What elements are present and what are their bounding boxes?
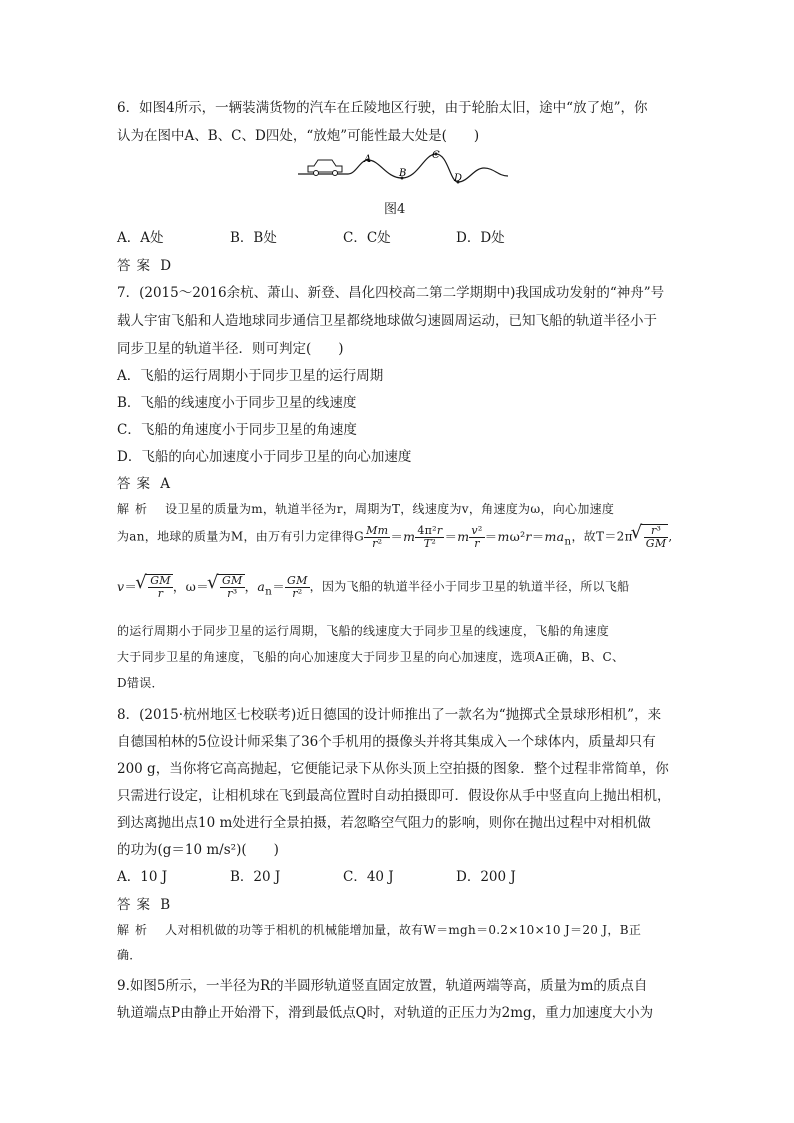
explain-text: 设卫星的质量为m，轨道半径为r，周期为T，线速度为v，角速度为ω，向心加速度: [165, 502, 615, 516]
label-d: D: [454, 173, 463, 184]
q7-explain-4: 的运行周期小于同步卫星的运行周期，飞船的线速度大于同步卫星的线速度，飞船的角速度: [117, 624, 610, 638]
answer-value: A: [160, 476, 171, 492]
period-root: √ $\frac{\text{r³}}{GM}$: [641, 524, 669, 550]
q9-line-2: 轨道端点P由静止开始滑下，滑到最低点Q时，对轨道的正压力为2mg，重力加速度大小为: [117, 1005, 654, 1021]
q6-option-a: A．A处: [117, 230, 164, 246]
q7-explain-5: 大于同步卫星的角速度，飞船的向心加速度大于同步卫星的向心加速度，选项A正确，B、C、: [117, 650, 625, 664]
q8-explain-2: 确．: [117, 948, 142, 962]
q7-explain-1: [117, 500, 614, 517]
answer-label: 答案: [117, 258, 156, 274]
q8-explain-1: [117, 921, 641, 938]
q7-answer: [117, 472, 170, 492]
q9-line-1: 9.如图5所示，一半径为R的半圆形轨道竖直固定放置，轨道两端等高，质量为m的质点自: [117, 978, 648, 994]
q7-line-1: 7．(2015～2016余杭、萧山、新登、昌化四校高二第二学期期中)我国成功发射的“神舟”号: [117, 285, 665, 301]
q8-line-5: 到达离抛出点10 m处进行全景拍摄，若忽略空气阻力的影响，则你在抛出过程中对相机做: [117, 815, 651, 831]
label-a: A: [364, 154, 372, 165]
answer-label: 答案: [117, 476, 156, 492]
figure-caption: 图4: [384, 202, 406, 217]
q6-option-d: D．D处: [456, 230, 505, 246]
q8-option-d: D．200 J: [456, 869, 516, 885]
explain-label: 解析: [117, 923, 154, 937]
q8-option-b: B．20 J: [230, 869, 281, 885]
q8-line-4: 只需进行设定，让相机球在飞到最高位置时自动拍摄即可．假设你从手中竖直向上抛出相机，: [117, 788, 671, 804]
label-b: B: [399, 168, 407, 179]
answer-value: D: [160, 258, 172, 274]
explain-text: 为an，地球的质量为M，由万有引力定律得G: [117, 529, 365, 544]
label-c: C: [432, 150, 440, 161]
q7-line-2: 载人宇宙飞船和人造地球同步通信卫星都绕地球做匀速圆周运动，已知飞船的轨道半径小于: [117, 313, 657, 329]
car-icon: [308, 160, 342, 176]
q8-answer: [117, 893, 170, 913]
q7-explain-2: 为an，地球的质量为M，由万有引力定律得G $\frac{Mm}{\text{r²}}$ ＝m $\frac{\text{4π²r}}{\text{T²}}$ ＝m $\frac{\text{v²}}{r}$ $=m\omega^2r=ma_n$，故T＝2π √ $\frac{\text{r³}}{GM}$ ,: [117, 524, 673, 550]
q7-option-d: D．飞船的向心加速度小于同步卫星的向心加速度: [117, 449, 412, 465]
q7-explain-3: [117, 574, 629, 600]
explain-text: 人对相机做的功等于相机的机械能增加量，故有W＝mgh＝0.2×10×10 J＝20 J，B正: [165, 923, 642, 937]
velocity-equations: v＝ √ $\frac{GM}{r}$ ，ω＝ √ $\frac{GM}{\text{r³}}$ ，$a_n=$ $\frac{GM}{\text{r²}}$: [117, 579, 310, 594]
q8-option-c: C．40 J: [343, 869, 394, 885]
q6-line-1: 6．如图4所示，一辆装满货物的汽车在丘陵地区行驶，由于轮胎太旧，途中“放了炮”，你: [117, 100, 648, 116]
q6-option-b: B．B处: [230, 230, 277, 246]
hill-road-figure: [298, 150, 518, 194]
q7-option-a: A．飞船的运行周期小于同步卫星的运行周期: [117, 368, 384, 384]
answer-value: B: [160, 897, 171, 913]
q8-line-3: 200 g，当你将它高高抛起，它便能记录下从你头顶上空拍摄的图象．整个过程非常简单，你: [117, 761, 669, 777]
q6-line-2: 认为在图中A、B、C、D四处，“放炮”可能性最大处是( ): [117, 128, 480, 144]
q7-option-b: B．飞船的线速度小于同步卫星的线速度: [117, 395, 357, 411]
explain-text: ，因为飞船的轨道半径小于同步卫星的轨道半径，所以飞船: [309, 579, 630, 594]
q7-explain-6: D错误．: [117, 676, 164, 690]
gravity-equation: $\frac{Mm}{\text{r²}}$ ＝m $\frac{\text{4π²r}}{\text{T²}}$ ＝m $\frac{\text{v²}}{r}$ $=m\omega^2r=ma_n$: [366, 523, 572, 550]
explain-label: 解析: [117, 502, 154, 516]
explain-text: ，故T＝2π: [571, 529, 633, 544]
answer-label: 答案: [117, 897, 156, 913]
q8-line-2: 自德国柏林的5位设计师采集了36个手机用的摄像头并将其集成入一个球体内，质量却只有: [117, 734, 656, 750]
q7-option-c: C．飞船的角速度小于同步卫星的角速度: [117, 422, 357, 438]
q8-option-a: A．10 J: [117, 869, 168, 885]
q7-line-3: 同步卫星的轨道半径．则可判定( ): [117, 341, 344, 357]
q8-line-6: 的功为(g＝10 m/s²)( ): [117, 842, 279, 858]
q6-answer: [117, 254, 171, 274]
q6-option-c: C．C处: [343, 230, 391, 246]
q8-line-1: 8．(2015·杭州地区七校联考)近日德国的设计师推出了一款名为“抛掷式全景球形相机”，来: [117, 707, 662, 723]
